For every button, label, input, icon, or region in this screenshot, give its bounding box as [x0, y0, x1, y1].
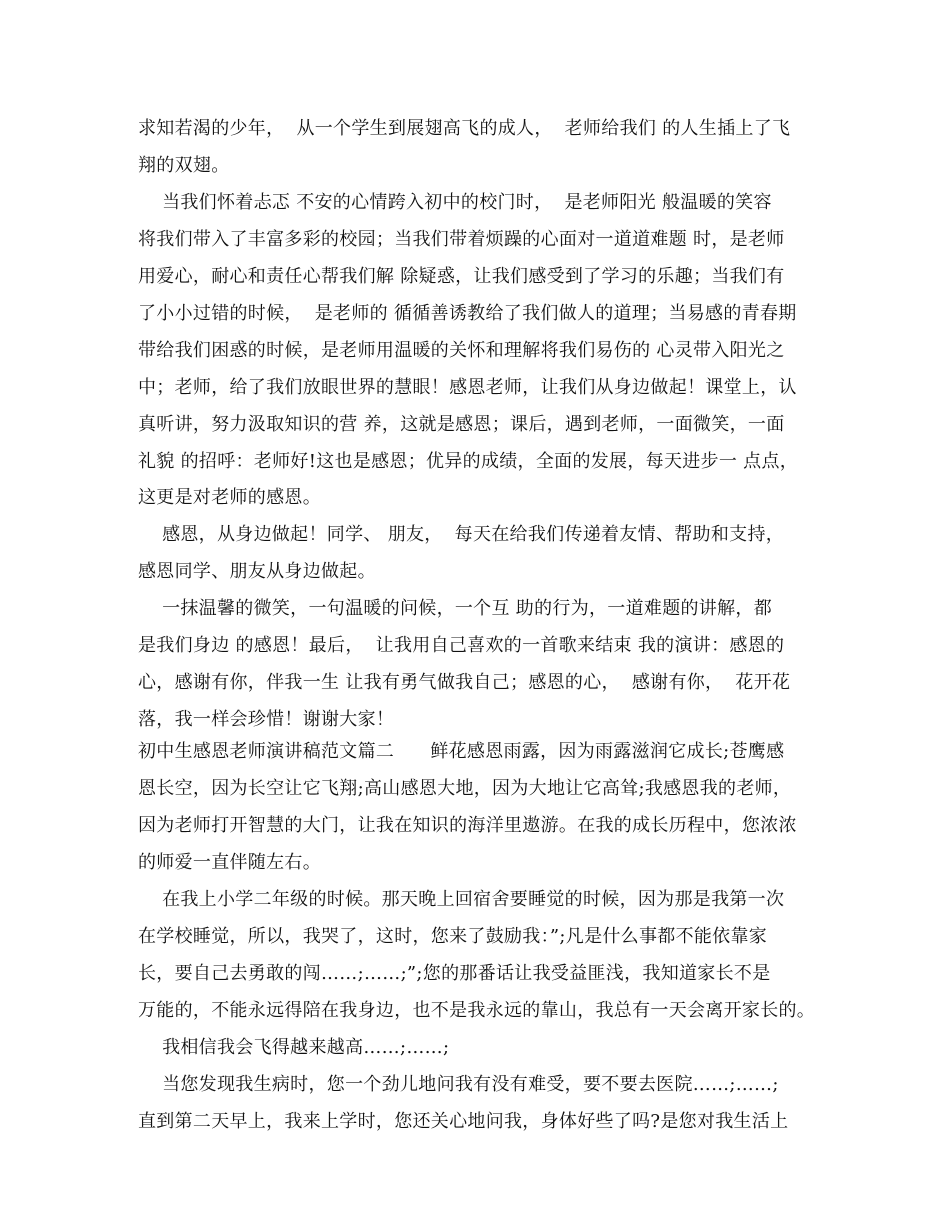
- text-line: 用爱心，耐心和责任心帮我们解 除疑惑，让我们感受到了学习的乐趣；当我们有: [138, 266, 785, 287]
- text-line: 的师爱一直伴随左右。: [138, 852, 321, 873]
- text-line: 一抹温馨的微笑，一句温暖的问候，一个互 助的行为，一道难题的讲解，都: [138, 598, 773, 619]
- text-line: 当您发现我生病时，您一个劲儿地问我有没有难受，要不要去医院……;……;: [138, 1074, 779, 1095]
- text-line: 带给我们困惑的时候，是老师用温暖的关怀和理解将我们易伤的 心灵带入阳光之: [138, 340, 785, 361]
- text-line: 感恩，从身边做起！同学、 朋友， 每天在给我们传递着友情、帮助和支持，: [138, 524, 785, 545]
- text-line: 落，我一样会珍惜！谢谢大家！: [138, 709, 395, 730]
- text-line: 求知若渴的少年， 从一个学生到展翅高飞的成人， 老师给我们 的人生插上了飞: [138, 118, 791, 139]
- text-line: 真听讲，努力汲取知识的营 养，这就是感恩；课后，遇到老师，一面微笑，一面: [138, 414, 785, 435]
- text-line: 直到第二天早上，我来上学时，您还关心地问我，身体好些了吗?是您对我生活上: [138, 1111, 789, 1132]
- text-line: 心，感谢有你，伴我一生 让我有勇气做我自己；感恩的心， 感谢有你， 花开花: [138, 672, 791, 693]
- text-line: 因为老师打开智慧的大门，让我在知识的海洋里遨游。在我的成长历程中，您浓浓: [138, 815, 797, 836]
- text-line: 礼貌 的招呼：老师好!这也是感恩；优异的成绩，全面的发展，每天进步一 点点，: [138, 451, 799, 472]
- text-line: 这更是对老师的感恩。: [138, 487, 321, 508]
- text-line: 将我们带入了丰富多彩的校园；当我们带着烦躁的心面对一道道难题 时，是老师: [138, 229, 785, 250]
- text-line: 是我们身边 的感恩！最后， 让我用自己喜欢的一首歌来结束 我的演讲：感恩的: [138, 635, 785, 656]
- text-line: 了小小过错的时候， 是老师的 循循善诱教给了我们做人的道理；当易感的青春期: [138, 303, 797, 324]
- text-line: 长，要自己去勇敢的闯……;……;”;您的那番话让我受益匪浅，我知道家长不是: [138, 963, 771, 984]
- text-line: 在我上小学二年级的时候。那天晚上回宿舍要睡觉的时候，因为那是我第一次: [138, 889, 785, 910]
- section-heading-line: 初中生感恩老师演讲稿范文篇二 鲜花感恩雨露，因为雨露滋润它成长;苍鹰感: [138, 741, 785, 762]
- text-line: 在学校睡觉，所以，我哭了，这时，您来了鼓励我：”;凡是什么事都不能依靠家: [138, 926, 768, 947]
- text-line: 万能的，不能永远得陪在我身边，也不是我永远的靠山，我总有一天会离开家长的。: [138, 1000, 816, 1021]
- text-line: 我相信我会飞得越来越高……;……;: [138, 1037, 450, 1058]
- text-line: 翔的双翅。: [138, 155, 230, 176]
- text-line: 当我们怀着忐忑 不安的心情跨入初中的校门时， 是老师阳光 般温暖的笑容: [138, 192, 772, 213]
- text-line: 恩长空，因为长空让它飞翔;高山感恩大地，因为大地让它高耸;我感恩我的老师，: [138, 778, 792, 799]
- text-line: 中；老师，给了我们放眼世界的慧眼！感恩老师，让我们从身边做起！课堂上，认: [138, 377, 797, 398]
- text-line: 感恩同学、朋友从身边做起。: [138, 561, 376, 582]
